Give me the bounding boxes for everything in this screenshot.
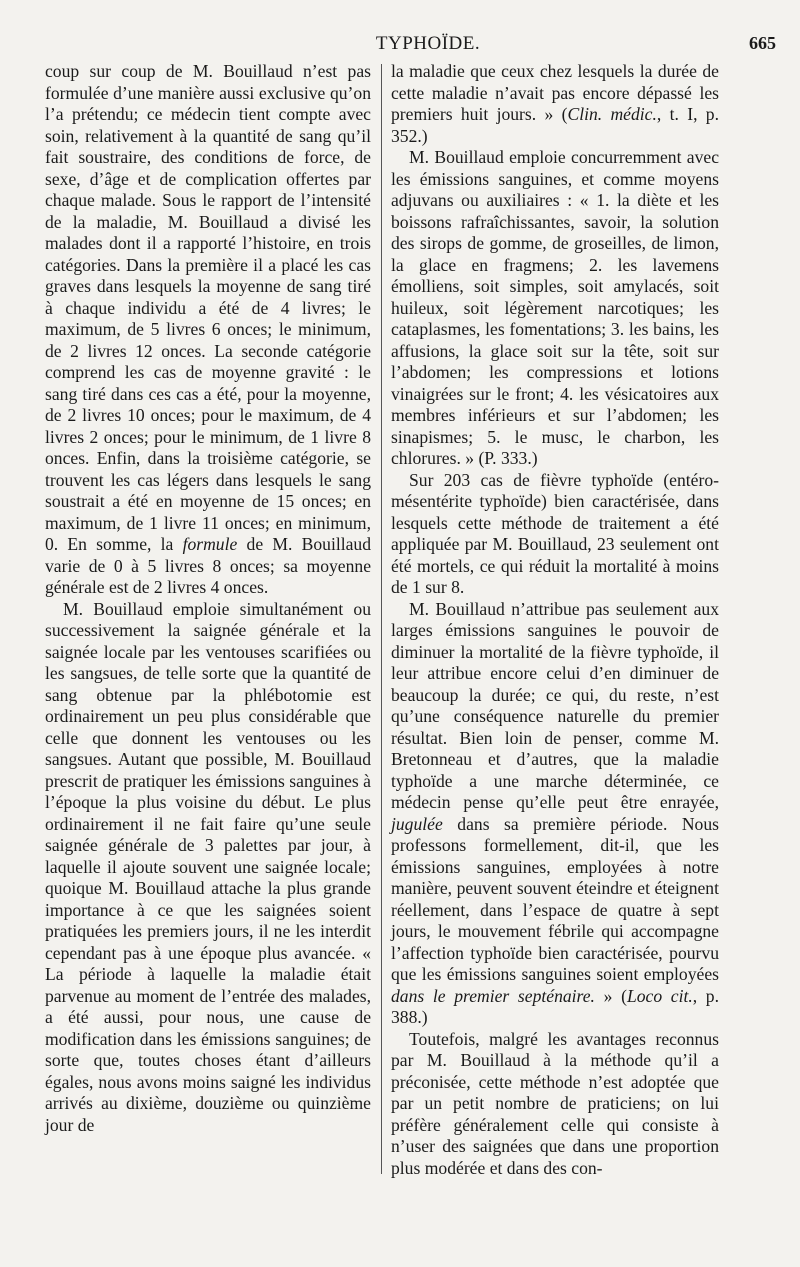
paragraph-text: la maladie que ceux chez lesquels la durée de cette maladie n’avait pas encore dépassé les premiers huit jours. » (	[391, 61, 719, 124]
paragraph-text: , p. 388.)	[391, 985, 720, 1027]
paragraph-text: » (	[603, 985, 627, 1006]
column-divider	[381, 64, 382, 1174]
paragraph-text: coup sur coup de M. Bouillaud n’est pas formulée d’une manière aussi exclusive qu’on l’a prétendu; ce médecin tient compte avec soin, relativement à la quantité de sang qu’il fait soustraire, des conditions de force, de sexe, d’âge et de complication offertes par chaque malade. Sous le rapport de l’intensité de la maladie, M. Bouillaud a divisé les malades dont il a rapporté l’histoire, en trois catégories. Dans la première il a placé les cas graves dans lesquels la moyenne de sang tiré à chaque individu a été de 4 livres; le maximum, de 5 livres 6 onces; le minimum, de 2 livres 12 onces. La seconde catégorie comprend les cas de moyenne gravité : le sang tiré dans ces cas a été, pour la moyenne, de 2 livres 10 onces; pour le maximum, de 4 livres 2 onces; pour le minimum, de 1 livre 8 onces. Enfin, dans la troisième catégorie, se trouvent les cas légers dans lesquels le sang soustrait a été en moyenne de 15 onces; en maximum, de 1 livre 11 onces; en minimum, 0. En somme, la	[45, 61, 371, 554]
paragraph-text: , t. I, p. 352.)	[391, 104, 719, 146]
left-column	[45, 61, 371, 1136]
paragraph: Sur 203 cas de fièvre typhoïde (entéro-mésentérite typhoïde) bien caractérisée, dans lesquels cette méthode de traitement a été appliquée par M. Bouillaud, 23 seulement ont été mortels, ce qui réduit la mortalité à moins de 1 sur 8.	[391, 469, 719, 597]
page-title: TYPHOÏDE.	[375, 33, 481, 54]
paragraph-text: dans sa première période. Nous professons formellement, dit-il, que les émissions sanguines, employées à notre manière, peuvent souvent éteindre et éteignent réellement, dans l’espace de quatre à sept jours, le mouvement fébrile qui accompagne l’affection typhoïde bien caractérisée, pourvu que les émissions sanguines soient employées	[391, 813, 719, 984]
emphasis-text: formule	[182, 534, 238, 554]
paragraph: M. Bouillaud emploie concurremment avec les émissions sanguines, et comme moyens adjuvans ou auxiliaires : « 1. la diète et les boissons rafraîchissantes, savoir, la solution des sirops de gomme, de groseilles, de limon, la glace en fragmens; 2. les lavemens émolliens, soit simples, soit amylacés, soit huileux, soit légèrement narcotiques; les cataplasmes, les fomentations; 3. les bains, les affusions, la glace soit sur la tête, soit sur l’abdomen; les compressions et lotions vinaigrées sur le front; 4. les vésicatoires aux membres inférieurs et sur l’abdomen; les sinapismes; 5. le musc, le charbon, les chlorures. » (P. 333.)	[391, 147, 719, 468]
paragraph-text: M. Bouillaud n’attribue pas seulement aux larges émissions sanguines le pouvoir de diminuer la mortalité de la fièvre typhoïde, il leur attribue encore celui d’en diminuer de beaucoup la durée; ce qui, du reste, n’est qu’une conséquence naturelle du premier résultat. Bien loin de penser, comme M. Bretonneau et d’autres, que la maladie typhoïde a une marche déterminée, ce médecin pense qu’elle peut être enrayée,	[391, 598, 719, 812]
paragraph: M. Bouillaud emploie simultanément ou successivement la saignée générale et la saignée locale par les ventouses scarifiées ou les sangsues, de telle sorte que la quantité de sang obtenue par la phlébotomie est ordinairement un peu plus considérable que celle que donnent les ventouses ou les sangsues. Autant que possible, M. Bouillaud prescrit de pratiquer les émissions sanguines à l’époque la plus voisine du début. Le plus ordinairement il ne fait faire qu’une seule saignée générale de 3 palettes par jour, à laquelle il ajoute souvent une saignée locale; quoique M. Bouillaud attache la plus grande importance à ce que les saignées soient pratiquées les premiers jours, il ne les interdit cependant pas à une époque plus avancée. « La période à laquelle la maladie était parvenue au moment de l’entrée des malades, a été aussi, pour nous, une cause de modification dans les émissions sanguines; de sorte que, toutes choses étant d’ailleurs égales, nous avons moins saigné les individus arrivés au dixième, douzième ou quinzième jour de	[45, 598, 371, 1135]
emphasis-text: Clin. médic.	[567, 104, 657, 124]
emphasis-text: Loco cit.	[626, 985, 693, 1006]
emphasis-text: dans le premier septénaire.	[391, 985, 595, 1006]
paragraph: Toutefois, malgré les avantages reconnus par M. Bouillaud à la méthode qu’il a préconisée, cette méthode n’est adoptée que par un petit nombre de praticiens; on lui préfère généralement celle qui consiste à n’user des saignées que dans une proportion plus modérée et dans des con-	[391, 1028, 719, 1178]
paragraph	[391, 599, 719, 1029]
paragraph	[45, 61, 371, 599]
emphasis-text: jugulée	[391, 813, 443, 834]
page-number: 665	[749, 33, 776, 53]
paragraph	[391, 61, 719, 147]
running-head	[40, 33, 776, 57]
right-column	[391, 61, 719, 1179]
paragraph-text: de M. Bouillaud varie de 0 à 5 livres 8 onces; sa moyenne générale est de 2 livres 4 onces.	[45, 534, 372, 597]
